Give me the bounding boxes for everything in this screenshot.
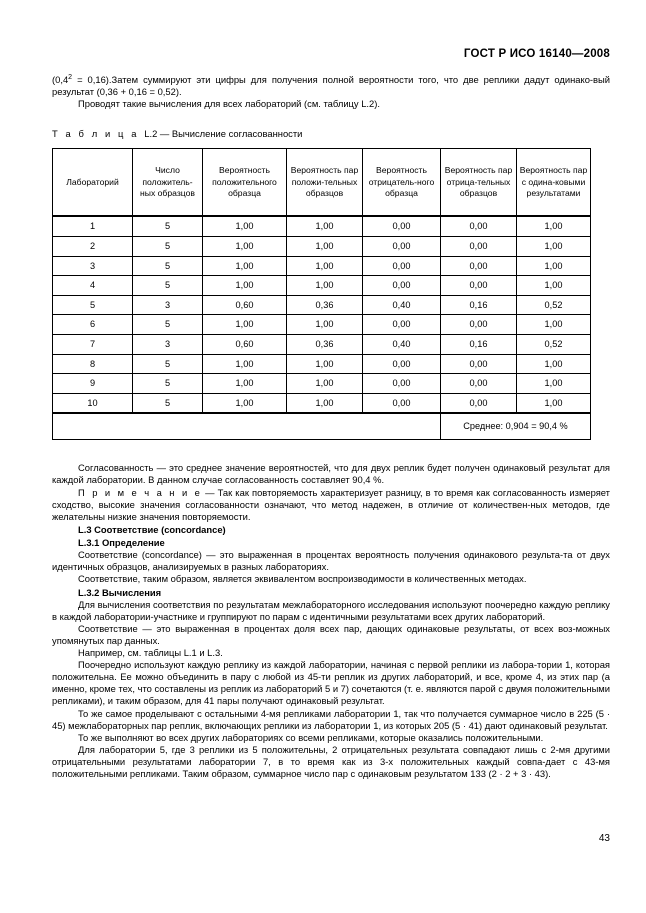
cell-count: 5 — [133, 216, 203, 236]
cell-p-neg-pairs: 0,00 — [441, 374, 517, 394]
cell-lab: 5 — [53, 295, 133, 315]
intro-paragraph-2: Проводят такие вычисления для всех лабораторий (см. таблицу L.2). — [78, 98, 380, 110]
post-table-text — [52, 462, 610, 780]
cell-count: 5 — [133, 354, 203, 374]
cell-p-neg: 0,00 — [363, 276, 441, 296]
note-paragraph — [52, 487, 610, 523]
cell-p-neg: 0,00 — [363, 216, 441, 236]
cell-p-equal: 0,52 — [517, 295, 591, 315]
cell-p-pos: 1,00 — [203, 393, 287, 413]
cell-p-pos-pairs: 1,00 — [287, 237, 363, 257]
paragraph-l32-3: Например, см. таблицы L.1 и L.3. — [78, 647, 223, 659]
cell-p-equal: 1,00 — [517, 393, 591, 413]
cell-p-pos: 1,00 — [203, 256, 287, 276]
cell-p-pos-pairs: 0,36 — [287, 334, 363, 354]
table-row — [53, 256, 591, 276]
table-footer — [53, 413, 591, 440]
footer-mean-value: Среднее: 0,904 = 90,4 % — [441, 413, 591, 440]
paragraph-l32-1: Для вычисления соответствия по результатам межлабораторного исследования используют поочередно каждую реплику в каждой лаборатории-участнике и группируют по парам с идентичными результатами всех других лабораторий. — [52, 598, 610, 622]
cell-p-pos: 1,00 — [203, 374, 287, 394]
column-header-negative-probability: Вероятность отрицатель-ного образца — [363, 149, 441, 217]
table-row — [53, 334, 591, 354]
cell-p-neg-pairs: 0,00 — [441, 354, 517, 374]
concordance-table — [52, 148, 591, 440]
paragraph-l32-2: Соответствие — это выраженная в процентах доля всех пар, дающих одинаковые результаты, от всех воз-можных упомянутых пар данных. — [52, 622, 610, 646]
cell-count: 3 — [133, 295, 203, 315]
heading-l3-1: L.3.1 Определение — [78, 537, 165, 549]
cell-p-neg-pairs: 0,00 — [441, 216, 517, 236]
cell-count: 5 — [133, 315, 203, 335]
table-caption-label: Т а б л и ц а — [52, 128, 140, 140]
cell-p-equal: 1,00 — [517, 374, 591, 394]
cell-p-neg: 0,00 — [363, 393, 441, 413]
paragraph-concordance-definition: Согласованность — это среднее значение вероятностей, что для двух реплик будет получен одинаковый результат для каждой лаборатории. В данном случае согласованность составляет 90,4 %. — [52, 462, 610, 486]
table-row — [53, 276, 591, 296]
cell-p-pos-pairs: 1,00 — [287, 393, 363, 413]
cell-p-neg-pairs: 0,00 — [441, 237, 517, 257]
cell-lab: 9 — [53, 374, 133, 394]
table-footer-row — [53, 413, 591, 440]
cell-lab: 3 — [53, 256, 133, 276]
cell-count: 5 — [133, 374, 203, 394]
table-row — [53, 216, 591, 236]
note-label: П р и м е ч а н и е — [78, 486, 203, 498]
table-row — [53, 374, 591, 394]
cell-p-pos-pairs: 0,36 — [287, 295, 363, 315]
cell-p-neg: 0,40 — [363, 334, 441, 354]
cell-p-pos-pairs: 1,00 — [287, 354, 363, 374]
paragraph-l32-5: То же самое проделывают с остальными 4-мя репликами лаборатории 1, так что получается суммарное число в 225 (5 · 45) межлабораторных пар реплик, включающих реплики из лаборатории 1, из которых 205 (5 · 41) дают одинаковый результат. — [52, 707, 610, 731]
table-row — [53, 237, 591, 257]
paragraph-l32-7: Для лаборатории 5, где 3 реплики из 5 положительны, 2 отрицательных результата совпадают лишь с 2-мя другими отрицательными результатами лаборатории 7, в то время как из 3-х положительных каждый совпа-дает с 43-мя положительными репликами. Таким образом, суммарное число пар с одинаковым результатом 133 (2 · 2 + 3 · 43). — [52, 743, 610, 780]
paragraph-l32-4: Поочередно используют каждую реплику из каждой лаборатории, начиная с первой реплики из лабора-тории 1, которая положительна. Ее можно объединить в пару с любой из 45-ти реплик из других лабораторий, и все, кроме 4, из этих пар (а именно, кроме тех, что составлены из реплик из лабораторий 5 и 7) сочетаются (т. е. являются парой с двумя положительными репликами), и таким образом, для 41 пары получают одинаковый результат. — [52, 659, 610, 707]
cell-p-pos-pairs: 1,00 — [287, 276, 363, 296]
cell-p-pos: 0,60 — [203, 334, 287, 354]
cell-p-neg: 0,40 — [363, 295, 441, 315]
cell-lab: 2 — [53, 237, 133, 257]
cell-p-neg-pairs: 0,16 — [441, 295, 517, 315]
cell-p-pos: 1,00 — [203, 276, 287, 296]
heading-l3: L.3 Соответствие (concordance) — [78, 523, 226, 535]
table-header — [53, 149, 591, 217]
cell-p-equal: 1,00 — [517, 237, 591, 257]
cell-p-neg-pairs: 0,00 — [441, 256, 517, 276]
column-header-positive-count: Число положитель-ных образцов — [133, 149, 203, 217]
cell-lab: 6 — [53, 315, 133, 335]
footer-empty-cell — [53, 413, 441, 440]
cell-p-neg: 0,00 — [363, 354, 441, 374]
intro-formula-exponent: 2 — [68, 74, 73, 81]
table-row — [53, 393, 591, 413]
page-content — [52, 72, 610, 780]
intro-formula-prefix: (0,4 — [52, 74, 69, 86]
cell-p-equal: 1,00 — [517, 216, 591, 236]
cell-p-neg: 0,00 — [363, 256, 441, 276]
cell-lab: 10 — [53, 393, 133, 413]
intro-paragraph-1-text: = 0,16).Затем суммируют эти цифры для получения полной вероятности того, что две реплики дадут одинако-вый результат (0,36 + 0,16 = 0,52). — [52, 74, 610, 98]
cell-p-neg-pairs: 0,00 — [441, 315, 517, 335]
cell-p-equal: 1,00 — [517, 256, 591, 276]
cell-p-pos: 1,00 — [203, 237, 287, 257]
cell-p-pos-pairs: 1,00 — [287, 374, 363, 394]
column-header-positive-pairs-probability: Вероятность пар положи-тельных образцов — [287, 149, 363, 217]
cell-p-neg: 0,00 — [363, 374, 441, 394]
cell-p-pos-pairs: 1,00 — [287, 256, 363, 276]
column-header-positive-probability: Вероятность положительного образца — [203, 149, 287, 217]
cell-count: 5 — [133, 276, 203, 296]
cell-lab: 4 — [53, 276, 133, 296]
cell-count: 5 — [133, 393, 203, 413]
table-caption — [52, 127, 610, 140]
table-row — [53, 295, 591, 315]
table-header-row — [53, 149, 591, 217]
cell-lab: 1 — [53, 216, 133, 236]
paragraph-l31-2: Соответствие, таким образом, является эквивалентом воспроизводимости в количественных методах. — [78, 573, 527, 585]
cell-p-pos: 1,00 — [203, 315, 287, 335]
cell-p-equal: 1,00 — [517, 354, 591, 374]
cell-count: 5 — [133, 237, 203, 257]
cell-p-equal: 1,00 — [517, 276, 591, 296]
cell-p-neg: 0,00 — [363, 237, 441, 257]
paragraph-l31-1: Соответствие (concordance) — это выраженная в процентах вероятность получения одинакового результа-та от двух идентичных образцов, анализируемых в разных лабораториях. — [52, 549, 610, 573]
note-text: — Так как повторяемость характеризует разницу, в то время как согласованность измеряет сходство, высокие значения согласованности означают, что метод надежен, в отличие от количествен-ных методов, где желательны низкие значения повторяемости. — [52, 486, 610, 522]
cell-p-neg-pairs: 0,16 — [441, 334, 517, 354]
cell-p-neg: 0,00 — [363, 315, 441, 335]
cell-p-equal: 0,52 — [517, 334, 591, 354]
column-header-laboratories: Лабораторий — [53, 149, 133, 217]
column-header-equal-results-probability: Вероятность пар с одина-ковыми результатами — [517, 149, 591, 217]
cell-p-pos: 0,60 — [203, 295, 287, 315]
heading-l3-2: L.3.2 Вычисления — [78, 586, 162, 598]
table-row — [53, 354, 591, 374]
column-header-negative-pairs-probability: Вероятность пар отрица-тельных образцов — [441, 149, 517, 217]
cell-count: 3 — [133, 334, 203, 354]
page-number: 43 — [598, 833, 610, 844]
cell-p-neg-pairs: 0,00 — [441, 276, 517, 296]
intro-paragraph-1 — [52, 72, 610, 98]
table-row — [53, 315, 591, 335]
table-body — [53, 216, 591, 413]
cell-p-pos-pairs: 1,00 — [287, 216, 363, 236]
cell-p-pos: 1,00 — [203, 354, 287, 374]
table-caption-title: — Вычисление согласованности — [159, 128, 303, 140]
cell-p-equal: 1,00 — [517, 315, 591, 335]
cell-p-neg-pairs: 0,00 — [441, 393, 517, 413]
cell-count: 5 — [133, 256, 203, 276]
cell-p-pos-pairs: 1,00 — [287, 315, 363, 335]
paragraph-l32-6: То же выполняют во всех других лабораториях со всеми репликами, которые оказались положительными. — [78, 731, 544, 743]
standard-header-title: ГОСТ Р ИСО 16140—2008 — [463, 48, 610, 60]
table-caption-number: L.2 — [144, 128, 158, 140]
cell-lab: 7 — [53, 334, 133, 354]
cell-p-pos: 1,00 — [203, 216, 287, 236]
cell-lab: 8 — [53, 354, 133, 374]
